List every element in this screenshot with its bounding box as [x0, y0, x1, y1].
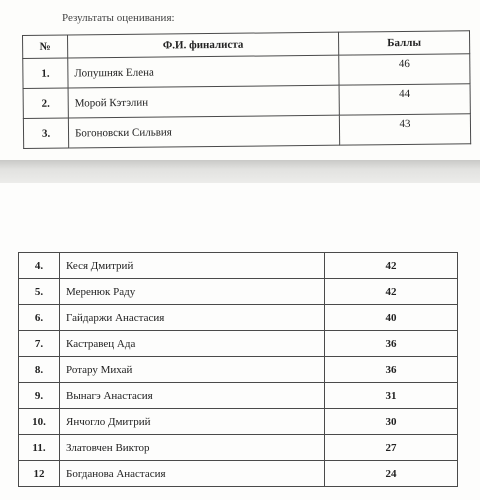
- row-number: 10.: [19, 409, 60, 435]
- row-score: 42: [325, 253, 458, 279]
- row-name: Морой Кэтэлин: [68, 85, 339, 118]
- row-name: Златовчен Виктор: [60, 435, 325, 461]
- row-number: 8.: [19, 357, 60, 383]
- table-row: [19, 461, 458, 487]
- page-break: [0, 160, 480, 183]
- row-number: 12: [19, 461, 60, 487]
- row-name: Вынагэ Анастасия: [60, 383, 325, 409]
- row-number: 1.: [23, 58, 68, 88]
- document-page-top: [0, 0, 480, 160]
- results-table-page2: [18, 252, 458, 487]
- row-name: Кеся Дмитрий: [60, 253, 325, 279]
- header-finalist-name: Ф.И. финалиста: [68, 32, 339, 58]
- row-name: Ротару Михай: [60, 357, 325, 383]
- row-score: 24: [325, 461, 458, 487]
- row-number: 3.: [23, 118, 68, 148]
- row-score: 36: [325, 357, 458, 383]
- table-row: [23, 84, 470, 119]
- row-score: 40: [325, 305, 458, 331]
- row-score: 31: [325, 383, 458, 409]
- row-number: 7.: [19, 331, 60, 357]
- row-number: 2.: [23, 88, 68, 118]
- row-number: 11.: [19, 435, 60, 461]
- row-score: 30: [325, 409, 458, 435]
- row-number: 4.: [19, 253, 60, 279]
- row-score: 36: [325, 331, 458, 357]
- results-caption: Результаты оценивания:: [62, 12, 175, 24]
- table-row: [19, 435, 458, 461]
- row-name: Янчогло Дмитрий: [60, 409, 325, 435]
- table-row: [19, 409, 458, 435]
- table-row: [19, 357, 458, 383]
- row-name: Гайдаржи Анастасия: [60, 305, 325, 331]
- header-score: Баллы: [338, 31, 469, 55]
- row-score: 27: [325, 435, 458, 461]
- table-row: [23, 114, 470, 149]
- row-score: 46: [339, 54, 470, 85]
- row-number: 9.: [19, 383, 60, 409]
- row-name: Кастравец Ада: [60, 331, 325, 357]
- row-number: 6.: [19, 305, 60, 331]
- table-row: [19, 279, 458, 305]
- row-score: 44: [339, 84, 470, 115]
- table-row: [23, 54, 470, 89]
- row-name: Богоновски Сильвия: [68, 115, 339, 148]
- row-score: 42: [325, 279, 458, 305]
- row-name: Меренюк Раду: [60, 279, 325, 305]
- table-row: [19, 331, 458, 357]
- row-score: 43: [339, 114, 470, 145]
- row-name: Лопушняк Елена: [68, 55, 339, 88]
- results-table-page1: [22, 30, 471, 149]
- table-row: [19, 305, 458, 331]
- header-number: №: [23, 35, 68, 58]
- table-row: [19, 253, 458, 279]
- table-row: [19, 383, 458, 409]
- row-name: Богданова Анастасия: [60, 461, 325, 487]
- row-number: 5.: [19, 279, 60, 305]
